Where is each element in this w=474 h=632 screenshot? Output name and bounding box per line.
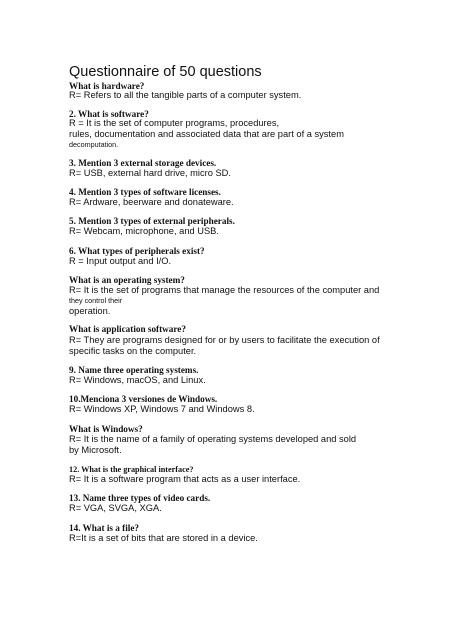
answer-9-line-1: R= Windows, macOS, and Linux. bbox=[69, 375, 206, 385]
question-11: What is Windows? bbox=[69, 424, 143, 434]
answer-6-line-1: R = Input output and I/O. bbox=[69, 256, 172, 266]
answer-8-line-2: specific tasks on the computer. bbox=[69, 346, 197, 356]
question-5: 5. Mention 3 types of external peripherals. bbox=[69, 216, 235, 226]
question-12: 12. What is the graphical interface? bbox=[69, 465, 194, 474]
question-7: What is an operating system? bbox=[69, 275, 185, 285]
answer-2-line-1: R = It is the set of computer programs, procedures, bbox=[69, 118, 280, 128]
document-title: Questionnaire of 50 questions bbox=[69, 64, 262, 80]
question-1: What is hardware? bbox=[69, 81, 145, 91]
answer-12-line-1: R= It is a software program that acts as a user interface. bbox=[69, 474, 301, 484]
question-4: 4. Mention 3 types of software licenses. bbox=[69, 187, 221, 197]
question-6: 6. What types of peripherals exist? bbox=[69, 246, 205, 256]
answer-3-line-1: R= USB, external hard drive, micro SD. bbox=[69, 168, 231, 178]
answer-1-line-1: R= Refers to all the tangible parts of a computer system. bbox=[69, 90, 302, 100]
answer-4-line-1: R= Ardware, beerware and donateware. bbox=[69, 197, 234, 207]
answer-2-line-2: rules, documentation and associated data that are part of a system bbox=[69, 129, 344, 139]
question-13: 13. Name three types of video cards. bbox=[69, 493, 211, 503]
answer-5-line-1: R= Webcam, microphone, and USB. bbox=[69, 226, 219, 236]
question-14: 14. What is a file? bbox=[69, 523, 140, 533]
question-3: 3. Mention 3 external storage devices. bbox=[69, 158, 217, 168]
answer-11-line-1: R= It is the name of a family of operating systems developed and sold bbox=[69, 434, 357, 444]
answer-2-line-3: decomputation. bbox=[69, 140, 119, 149]
answer-7-line-2: they control their bbox=[69, 296, 123, 305]
answer-7-line-1: R= It is the set of programs that manage the resources of the computer and bbox=[69, 285, 380, 295]
answer-14-line-1: R=It is a set of bits that are stored in a device. bbox=[69, 533, 258, 543]
question-8: What is application software? bbox=[69, 324, 186, 334]
question-10: 10.Menciona 3 versiones de Windows. bbox=[69, 394, 218, 404]
answer-7-line-3: operation. bbox=[69, 306, 111, 316]
answer-11-line-2: by Microsoft. bbox=[69, 445, 122, 455]
answer-8-line-1: R= They are programs designed for or by users to facilitate the execution of bbox=[69, 335, 380, 345]
question-9: 9. Name three operating systems. bbox=[69, 365, 199, 375]
answer-10-line-1: R= Windows XP, Windows 7 and Windows 8. bbox=[69, 404, 255, 414]
question-2: 2. What is software? bbox=[69, 109, 149, 119]
answer-13-line-1: R= VGA, SVGA, XGA. bbox=[69, 503, 162, 513]
